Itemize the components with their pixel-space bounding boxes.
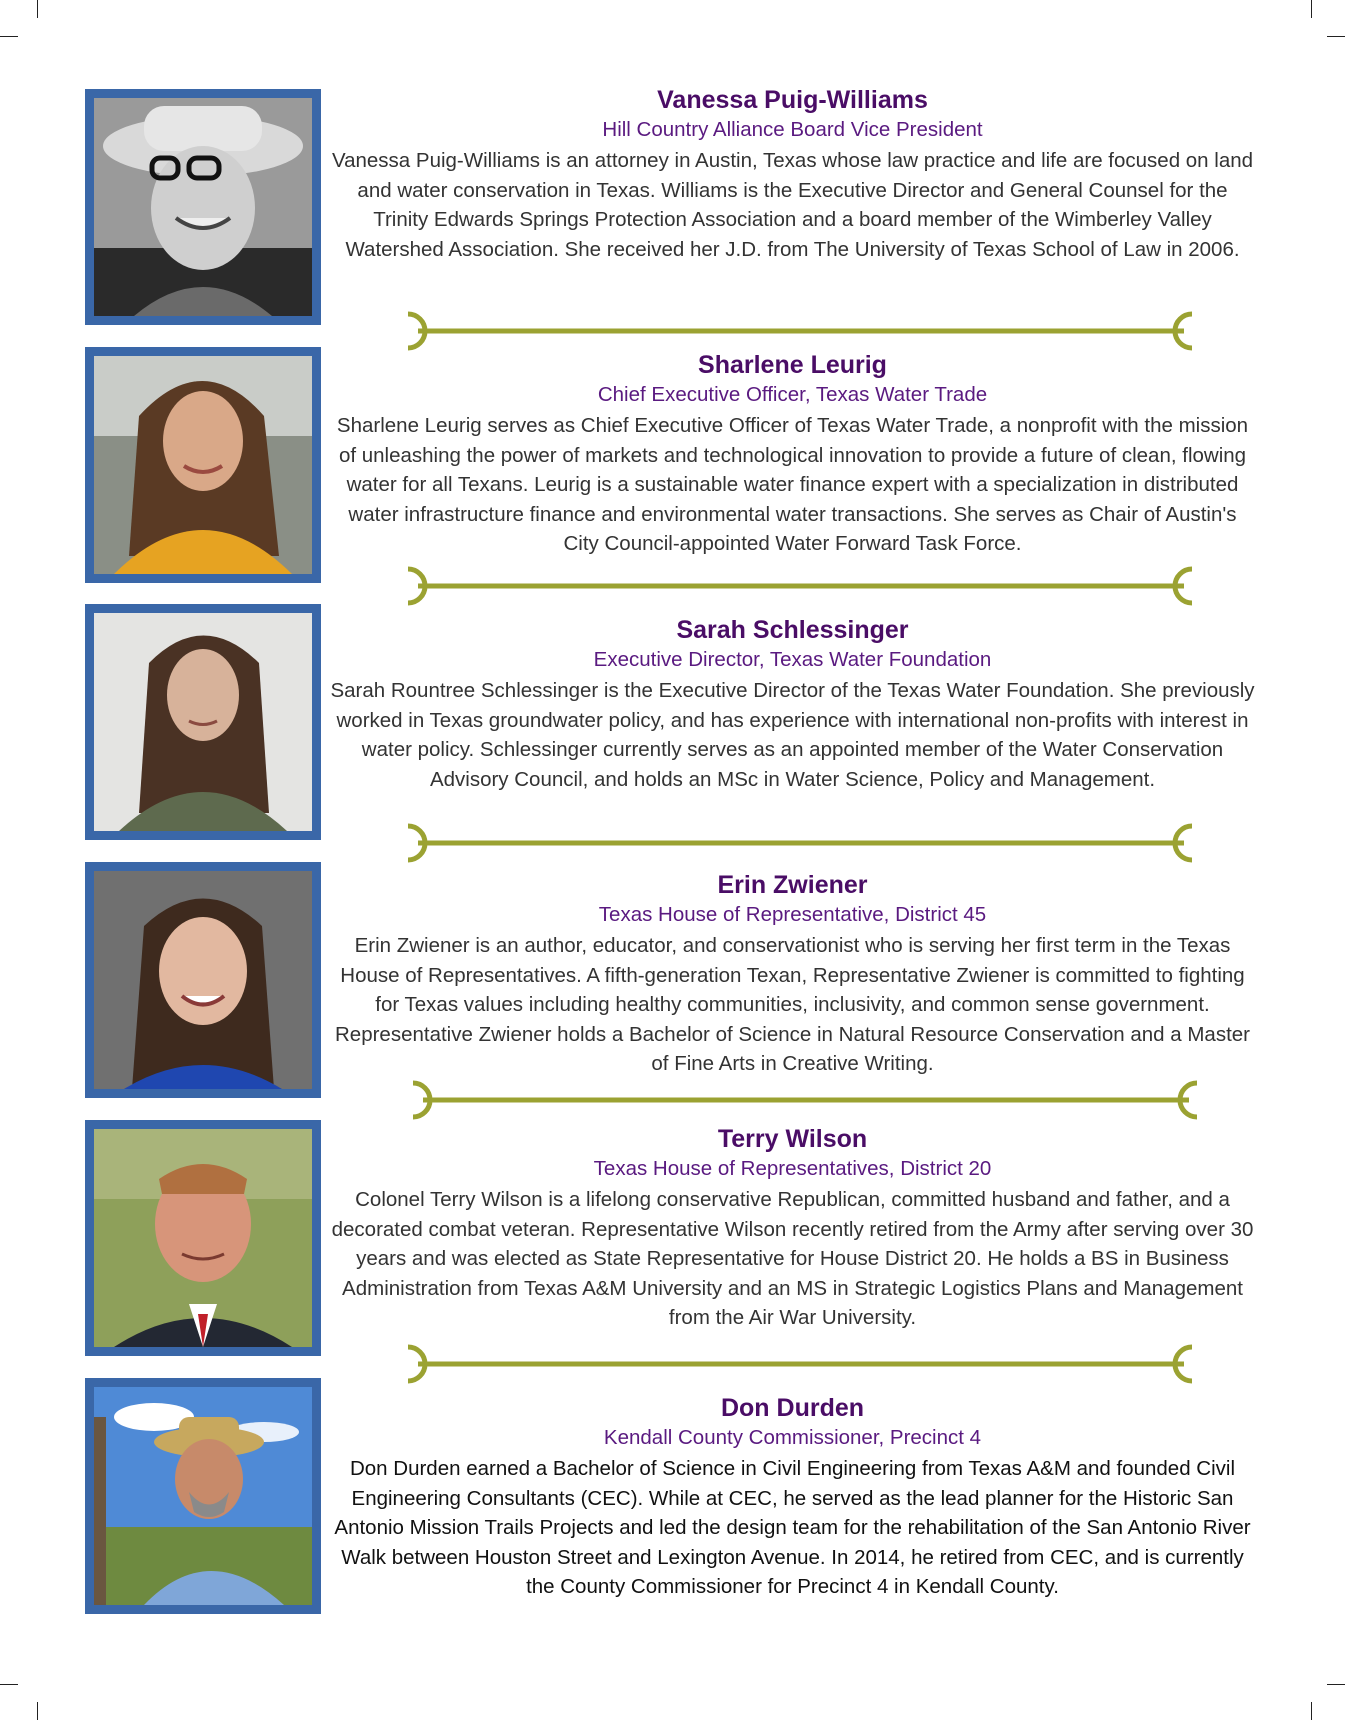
bio-block [330,1392,1255,1602]
portrait-frame [85,1378,321,1614]
section-divider [400,1343,1200,1385]
bio-block [330,1123,1255,1333]
person-name: Sarah Schlessinger [676,616,909,644]
person-bio: Vanessa Puig-Williams is an attorney in Austin, Texas whose law practice and life are focused on land and water conservation in Texas. Williams is the Executive Director and General Counsel for the Trinity Edwards Springs Protection Association and a board member of the Wimberley Valley Watershed Association. She received her J.D. from The University of Texas School of Law in 2006. [331,149,1254,261]
person-bio: Sharlene Leurig serves as Chief Executive Officer of Texas Water Trade, a nonprofit with the mission of unleashing the power of markets and technological innovation to provide a future of clean, flowing water for all Texans. Leurig is a sustainable water finance expert with a specialization in distributed water infrastructure finance and environmental water transactions. She serves as Chair of Austin's City Council-appointed Water Forward Task Force. [336,414,1249,556]
person-name: Terry Wilson [717,1125,868,1153]
person-role: Executive Director, Texas Water Foundation [593,648,992,671]
portrait-frame [85,347,321,583]
portrait-photo [94,1387,312,1605]
portrait-frame [85,604,321,840]
portrait-photo [94,613,312,831]
bio-block [330,84,1255,264]
crop-mark [1311,0,1312,18]
section-divider [405,1079,1205,1121]
portrait-photo [94,356,312,574]
person-role: Kendall County Commissioner, Precinct 4 [603,1426,982,1449]
portrait-photo [94,1129,312,1347]
crop-mark [1327,36,1345,37]
bio-block [330,614,1255,794]
person-role: Texas House of Representative, District 45 [598,903,987,926]
person-bio: Colonel Terry Wilson is a lifelong conservative Republican, committed husband and father, and a decorated combat veteran. Representative Wilson recently retired from the Army after serving over 30 years and was elected as State Representative for House District 20. He holds a BS in Business Administration from Texas A&M University and an MS in Strategic Logistics Plans and Management from the Air War University. [331,1188,1254,1330]
person-role: Texas House of Representatives, District 20 [593,1157,992,1180]
portrait-frame [85,89,321,325]
person-name: Vanessa Puig-Williams [657,86,928,114]
crop-mark [0,36,18,37]
portrait-frame [85,862,321,1098]
bio-block [330,349,1255,559]
person-bio: Don Durden earned a Bachelor of Science in Civil Engineering from Texas A&M and founded Civil Engineering Consultants (CEC). While at CEC, he served as the lead planner for the Historic San Antonio Mission Trails Projects and led the design team for the rehabilitation of the San Antonio River Walk between Houston Street and Lexington Avenue. In 2014, he retired from CEC, and is currently the County Commissioner for Precinct 4 in Kendall County. [334,1457,1251,1599]
person-name: Erin Zwiener [717,871,868,899]
bio-block [330,869,1255,1079]
person-name: Sharlene Leurig [698,351,887,379]
person-role: Hill Country Alliance Board Vice President [602,118,983,141]
person-name: Don Durden [720,1394,865,1422]
portrait-photo [94,871,312,1089]
crop-mark [1327,1684,1345,1685]
section-divider [400,822,1200,864]
crop-mark [0,1684,18,1685]
portrait-photo [94,98,312,316]
crop-mark [37,0,38,18]
person-bio: Erin Zwiener is an author, educator, and conservationist who is serving her first term in the Texas House of Representatives. A fifth-generation Texan, Representative Zwiener is committed to fighting for Texas values including healthy communities, inclusivity, and common sense government. Representative Zwiener holds a Bachelor of Science in Natural Resource Conservation and a Master of Fine Arts in Creative Writing. [334,934,1250,1076]
section-divider [400,565,1200,607]
crop-mark [1311,1702,1312,1720]
person-bio: Sarah Rountree Schlessinger is the Executive Director of the Texas Water Foundation. She previously worked in Texas groundwater policy, and has experience with international non-profits with interest in water policy. Schlessinger currently serves as an appointed member of the Water Conservation Advisory Council, and holds an MSc in Water Science, Policy and Management. [330,679,1255,791]
section-divider [400,310,1200,352]
person-role: Chief Executive Officer, Texas Water Trade [597,383,988,406]
portrait-frame [85,1120,321,1356]
crop-mark [37,1702,38,1720]
